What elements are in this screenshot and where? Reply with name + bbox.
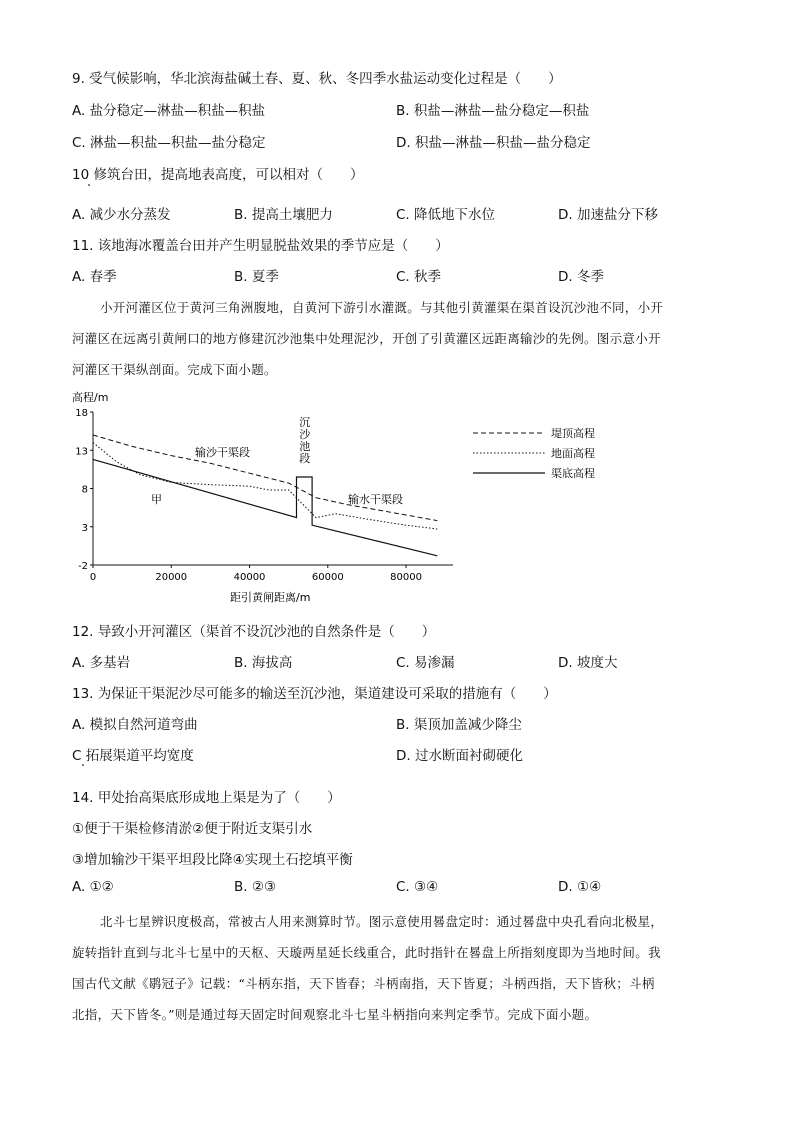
- passage1-line1: 小开河灌区位于黄河三角洲腹地，自黄河下游引水灌溉。与其他引黄灌渠在渠首设沉沙池不同，小开: [100, 300, 664, 315]
- canal-profile-chart: [60, 385, 620, 610]
- q14-option-c[interactable]: C. ③④: [396, 879, 439, 895]
- passage2-line1: 北斗七星辨识度极高，常被古人用来测算时节。图示意使用晷盘定时：通过晷盘中央孔看向北极星，: [100, 914, 664, 929]
- legend-label-1: 堤顶高程: [551, 427, 595, 440]
- q11-option-b[interactable]: B. 夏季: [234, 269, 279, 285]
- q9-option-b[interactable]: B. 积盐—淋盐—盐分稳定—积盐: [396, 103, 590, 119]
- series-line-2: [93, 443, 437, 529]
- q10-option-d[interactable]: D. 加速盐分下移: [558, 207, 658, 223]
- q13-option-a[interactable]: A. 模拟自然河道弯曲: [72, 717, 198, 733]
- q9-stem: 9. 受气候影响，华北滨海盐碱土春、夏、秋、冬四季水盐运动变化过程是（ ）: [72, 71, 562, 87]
- label-basin: 沉沙池段: [299, 415, 311, 465]
- q12-stem: 12. 导致小开河灌区（渠首不设沉沙池的自然条件是（ ）: [72, 624, 436, 640]
- q11-option-a[interactable]: A. 春季: [72, 269, 117, 285]
- q9-option-a[interactable]: A. 盐分稳定—淋盐—积盐—积盐: [72, 103, 266, 119]
- legend-label-3: 渠底高程: [551, 467, 595, 480]
- x-tick-label: 40000: [233, 572, 266, 583]
- q13-option-d[interactable]: D. 过水断面衬砌硬化: [396, 748, 523, 764]
- q13-stem: 13. 为保证干渠泥沙尽可能多的输送至沉沙池，渠道建设可采取的措施有（ ）: [72, 686, 557, 702]
- q12-option-b[interactable]: B. 海拔高: [234, 655, 293, 671]
- label-jia: 甲: [151, 493, 162, 506]
- q9-option-c[interactable]: C. 淋盐—积盐—积盐—盐分稳定: [72, 135, 266, 151]
- label-section2: 输水干渠段: [348, 493, 403, 506]
- series-line-3: [93, 459, 437, 555]
- q11-option-d[interactable]: D. 冬季: [558, 269, 604, 285]
- x-tick-label: 80000: [390, 572, 422, 583]
- y-tick-label: 8: [81, 484, 88, 496]
- passage2-line4: 北指，天下皆冬。”则是通过每天固定时间观察北斗七星斗柄指向来判定季节。完成下面小题。: [72, 1007, 598, 1022]
- y-tick-label: -2: [78, 561, 88, 572]
- q12-option-d[interactable]: D. 坡度大: [558, 655, 618, 671]
- q14-option-d[interactable]: D. ①④: [558, 879, 602, 895]
- q11-stem: 11. 该地海冰覆盖台田并产生明显脱盐效果的季节应是（ ）: [72, 238, 449, 254]
- y-tick-label: 13: [75, 446, 88, 458]
- passage1-line3: 河灌区干渠纵剖面。完成下面小题。: [72, 362, 277, 377]
- y-tick-label: 3: [81, 522, 88, 534]
- q11-option-c[interactable]: C. 秋季: [396, 269, 442, 285]
- chart-legend: [473, 426, 595, 480]
- chart-ylabel: 高程/m: [72, 391, 109, 404]
- q14-option-b[interactable]: B. ②③: [234, 879, 277, 895]
- label-section1: 输沙干渠段: [195, 446, 250, 459]
- q13-option-b[interactable]: B. 渠顶加盖减少降尘: [396, 717, 522, 733]
- stray-mark: [88, 184, 90, 186]
- q14-statements-3-4: ③增加输沙干渠平坦段比降④实现土石挖填平衡: [72, 852, 353, 868]
- q14-option-a[interactable]: A. ①②: [72, 879, 114, 895]
- x-tick-label: 0: [89, 572, 97, 583]
- x-tick-label: 60000: [311, 572, 344, 583]
- q14-statements-1-2: ①便于干渠检修清淤②便于附近支渠引水: [72, 821, 313, 837]
- q10-stem: 10 修筑台田，提高地表高度，可以相对（ ）: [72, 167, 364, 183]
- y-tick-label: 18: [75, 408, 88, 419]
- q10-option-b[interactable]: B. 提高土壤肥力: [234, 207, 333, 223]
- q13-option-c[interactable]: C 拓展渠道平均宽度: [72, 748, 194, 764]
- passage2-line2: 旋转指针直到与北斗七星中的天枢、天璇两星延长线重合，此时指针在晷盘上所指刻度即为当地时间。我: [72, 945, 661, 960]
- series-line-1: [93, 435, 437, 521]
- passage2-line3: 国古代文献《鹖冠子》记载：“斗柄东指，天下皆春；斗柄南指，天下皆夏；斗柄西指，天下皆秋；斗柄: [72, 976, 655, 991]
- q9-option-d[interactable]: D. 积盐—淋盐—积盐—盐分稳定: [396, 135, 591, 151]
- q10-option-c[interactable]: C. 降低地下水位: [396, 207, 496, 223]
- legend-label-2: 地面高程: [551, 447, 595, 460]
- passage1-line2: 河灌区在远离引黄闸口的地方修建沉沙池集中处理泥沙，开创了引黄灌区远距离输沙的先例。图示意小开: [72, 331, 661, 346]
- stray-mark: [82, 764, 84, 766]
- chart-xlabel: 距引黄闸距离/m: [230, 591, 311, 604]
- q12-option-c[interactable]: C. 易渗漏: [396, 655, 455, 671]
- q12-option-a[interactable]: A. 多基岩: [72, 655, 131, 671]
- q10-option-a[interactable]: A. 减少水分蒸发: [72, 207, 171, 223]
- q14-stem: 14. 甲处抬高渠底形成地上渠是为了（ ）: [72, 790, 341, 806]
- x-tick-label: 20000: [155, 572, 188, 583]
